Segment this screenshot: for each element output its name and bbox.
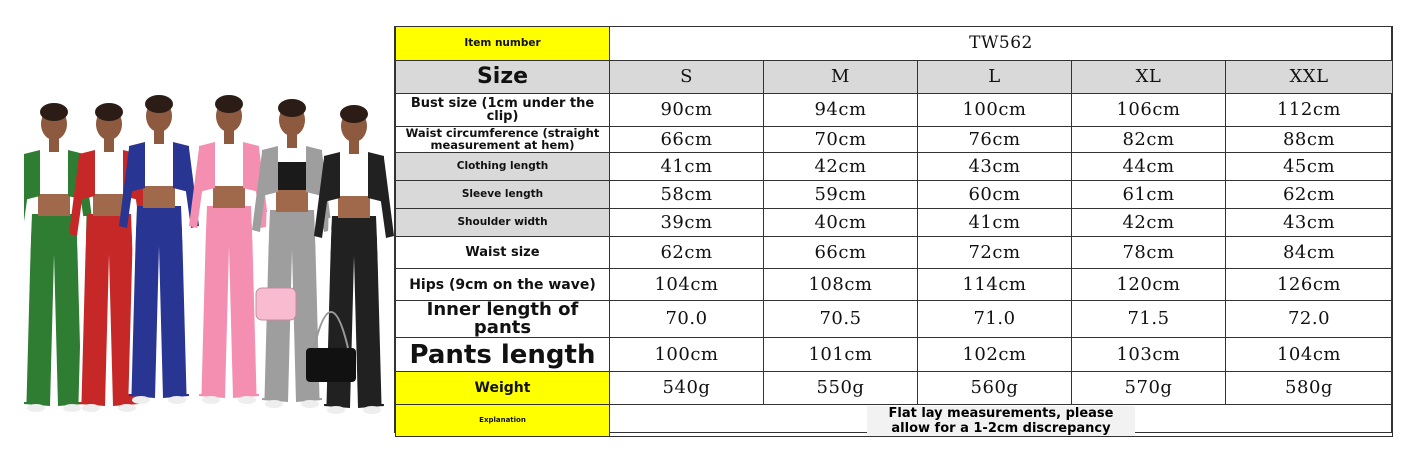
hair-shape [40,103,68,121]
hair-shape [215,95,243,113]
weight-value: 570g [1072,372,1226,405]
black-bag-shape [306,348,356,382]
torso-shape [38,192,70,216]
sleeve-length-value: 62cm [1226,181,1393,209]
weight-value: 550g [764,372,918,405]
explanation-text: Flat lay measurements, please allow for a 1-2cm discrepancy [867,406,1135,436]
sleeve-length-label: Sleeve length [396,181,610,209]
torso-shape [338,194,370,218]
size-header: XXL [1226,61,1393,94]
shoulder-width-value: 39cm [610,209,764,237]
hair-shape [145,95,173,113]
bust-size-row [396,94,1393,127]
top-shape [278,162,306,190]
hips-value: 120cm [1072,269,1226,301]
explanation-cell [610,405,1393,437]
explanation-label: Explanation [396,405,610,437]
clothing-length-value: 42cm [764,153,918,181]
waist-circumference-label: Waist circumference (straight measurement at hem) [396,127,610,153]
size-header: S [610,61,764,94]
waist-size-value: 62cm [610,237,764,269]
shoulder-width-value: 41cm [918,209,1072,237]
inner-length-of-pants-value: 70.5 [764,301,918,338]
waist-size-label: Waist size [396,237,610,269]
waist-size-value: 72cm [918,237,1072,269]
torso-shape [276,188,308,212]
torso-shape [93,192,125,216]
clothing-length-value: 41cm [610,153,764,181]
waist-size-row [396,237,1393,269]
shoe-shape [301,400,319,408]
shoulder-width-value: 42cm [1072,209,1226,237]
shoe-shape [27,404,45,412]
hips-value: 114cm [918,269,1072,301]
sleeve-length-value: 60cm [918,181,1072,209]
hips-row [396,269,1393,301]
bust-size-value: 106cm [1072,94,1226,127]
item-number-label: Item number [396,27,610,61]
hair-shape [278,99,306,117]
shoe-shape [118,404,136,412]
sleeve-length-value: 61cm [1072,181,1226,209]
top-shape [340,168,368,196]
explanation-row [396,405,1393,437]
sleeve-length-value: 59cm [764,181,918,209]
size-chart-table [395,26,1393,437]
hips-value: 104cm [610,269,764,301]
models-tracksuit-photo-icon [24,26,395,433]
waist-size-value: 84cm [1226,237,1393,269]
pants-shape [129,206,189,398]
bust-size-value: 100cm [918,94,1072,127]
pants-length-value: 100cm [610,338,764,372]
top-shape [95,166,123,194]
shoe-shape [168,396,186,404]
bust-size-value: 90cm [610,94,764,127]
top-shape [145,158,173,186]
waist-size-value: 78cm [1072,237,1226,269]
shoulder-width-value: 40cm [764,209,918,237]
size-header-row [396,61,1393,94]
waist-circumference-value: 76cm [918,127,1072,153]
shoulder-width-row [396,209,1393,237]
waist-size-value: 66cm [764,237,918,269]
size-label: Size [396,61,610,94]
inner-length-of-pants-label: Inner length of pants [396,301,610,338]
torso-shape [143,184,175,208]
clothing-length-row [396,153,1393,181]
sleeve-length-row [396,181,1393,209]
bust-size-value: 94cm [764,94,918,127]
pants-length-row [396,338,1393,372]
shoe-shape [238,396,256,404]
size-header: XL [1072,61,1226,94]
hair-shape [95,103,123,121]
size-header: L [918,61,1072,94]
bust-size-label: Bust size (1cm under the clip) [396,94,610,127]
hips-value: 126cm [1226,269,1393,301]
shoe-shape [202,396,220,404]
clothing-length-label: Clothing length [396,153,610,181]
shoe-shape [63,404,81,412]
bust-size-value: 112cm [1226,94,1393,127]
inner-length-of-pants-value: 70.0 [610,301,764,338]
product-photo [24,26,395,433]
clothing-length-value: 45cm [1226,153,1393,181]
waist-circumference-row [396,127,1393,153]
item-number-row [396,27,1393,61]
pink-bag-shape [256,288,296,320]
waist-circumference-value: 82cm [1072,127,1226,153]
inner-length-of-pants-value: 71.0 [918,301,1072,338]
pants-shape [24,214,84,406]
shoulder-width-value: 43cm [1226,209,1393,237]
weight-value: 580g [1226,372,1393,405]
hips-value: 108cm [764,269,918,301]
clothing-length-value: 44cm [1072,153,1226,181]
shoulder-width-label: Shoulder width [396,209,610,237]
torso-shape [213,184,245,208]
shoe-shape [132,396,150,404]
weight-value: 560g [918,372,1072,405]
shoe-shape [82,404,100,412]
hair-shape [340,105,368,123]
inner-length-of-pants-value: 71.5 [1072,301,1226,338]
pants-length-value: 104cm [1226,338,1393,372]
weight-row [396,372,1393,405]
top-shape [40,166,68,194]
item-number-value: TW562 [610,27,1393,61]
top-shape [215,158,243,186]
inner-length-of-pants-value: 72.0 [1226,301,1393,338]
inner-length-of-pants-row [396,301,1393,338]
waist-circumference-value: 88cm [1226,127,1393,153]
sleeve-length-value: 58cm [610,181,764,209]
shoe-shape [327,406,345,414]
shoe-shape [363,406,381,414]
pants-shape [199,206,259,398]
clothing-length-value: 43cm [918,153,1072,181]
weight-label: Weight [396,372,610,405]
pants-length-value: 102cm [918,338,1072,372]
pants-length-value: 103cm [1072,338,1226,372]
shoe-shape [265,400,283,408]
waist-circumference-value: 70cm [764,127,918,153]
pants-length-label: Pants length [396,338,610,372]
hips-label: Hips (9cm on the wave) [396,269,610,301]
weight-value: 540g [610,372,764,405]
size-header: M [764,61,918,94]
pants-length-value: 101cm [764,338,918,372]
waist-circumference-value: 66cm [610,127,764,153]
